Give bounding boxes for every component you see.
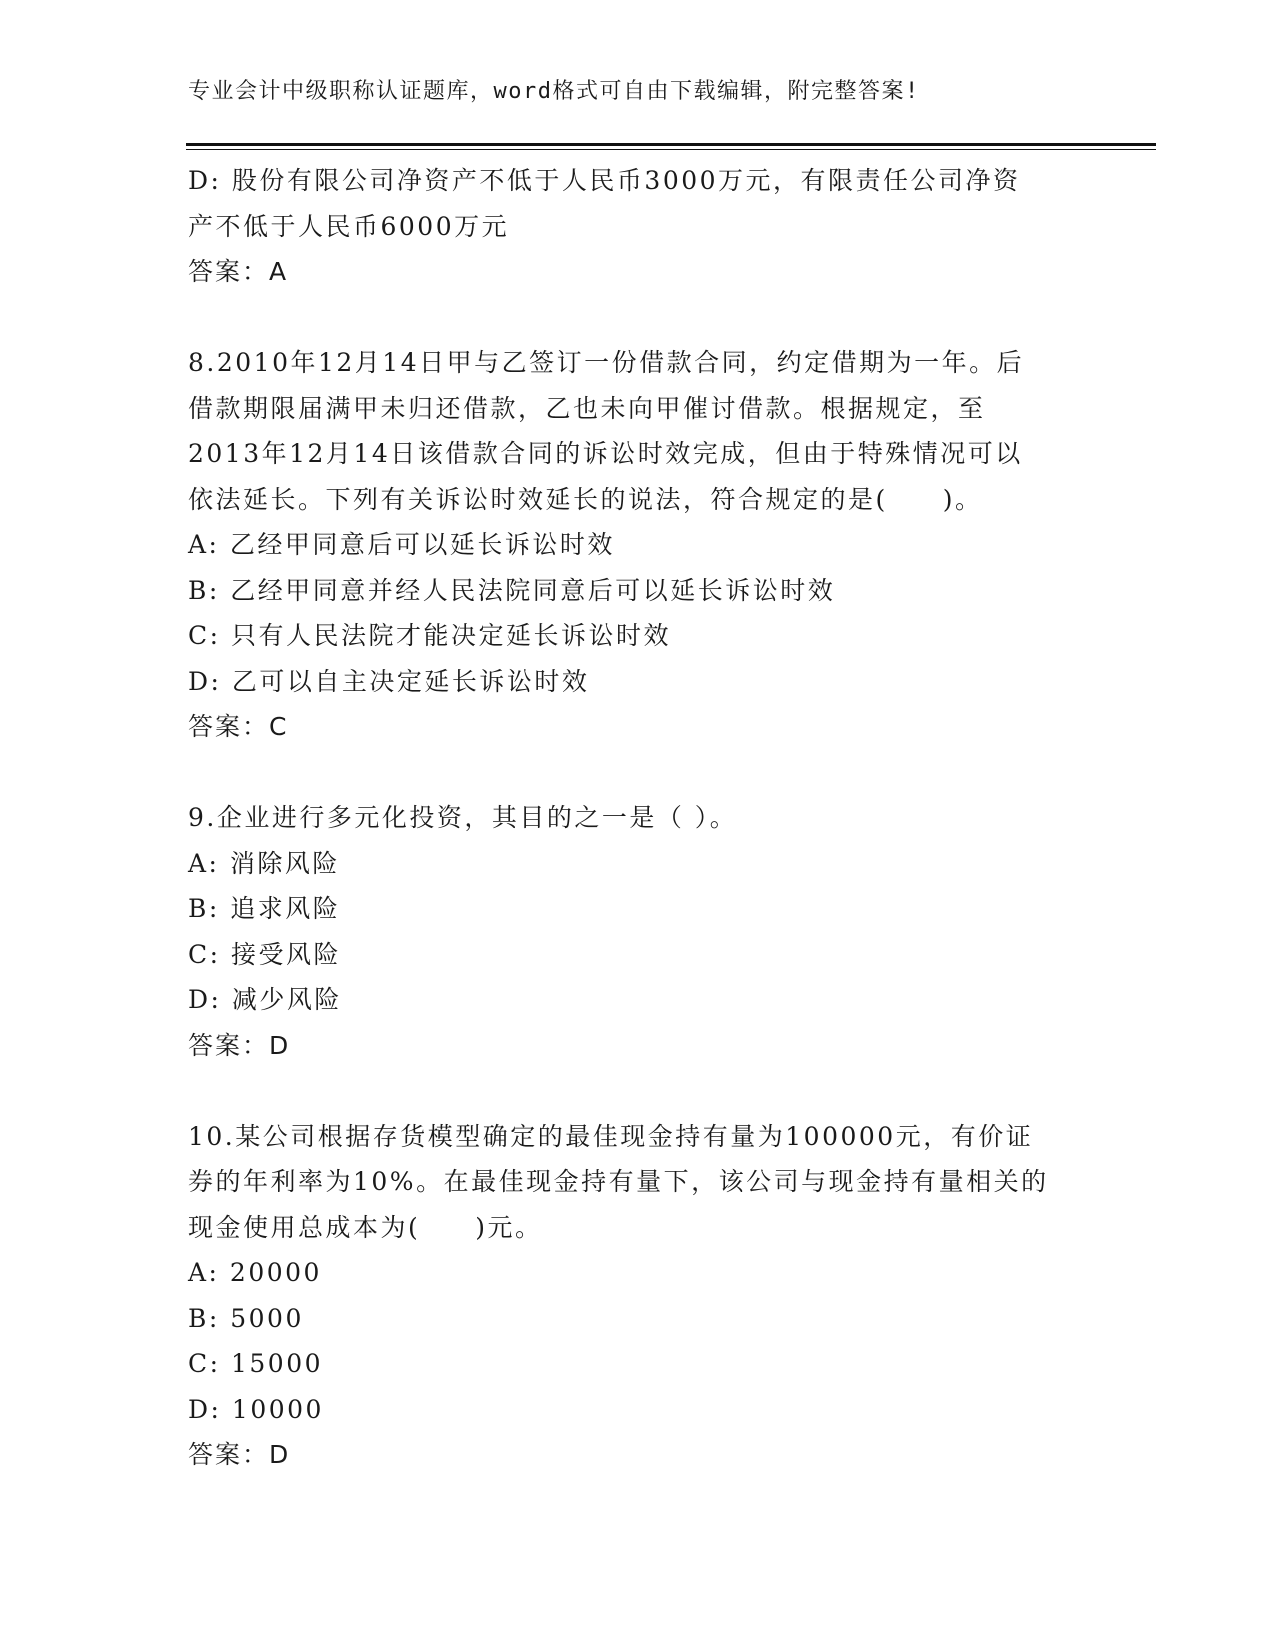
question-text-line: 依法延长。下列有关诉讼时效延长的说法，符合规定的是( )。 bbox=[188, 484, 983, 514]
option-d: D: 减少风险 bbox=[188, 985, 342, 1014]
question-10 bbox=[188, 1114, 1088, 1478]
option-a: A: 消除风险 bbox=[188, 848, 340, 878]
option-d: D: 乙可以自主决定延长诉讼时效 bbox=[188, 666, 590, 696]
header-divider-thin bbox=[186, 149, 1156, 150]
header-divider-thick bbox=[186, 143, 1156, 146]
option-c: C: 只有人民法院才能决定延长诉讼时效 bbox=[188, 621, 671, 650]
question-text-line: 现金使用总成本为( )元。 bbox=[188, 1212, 543, 1242]
answer-label: 答案：D bbox=[188, 1440, 291, 1469]
answer-label: 答案：C bbox=[188, 712, 289, 741]
document-body bbox=[188, 158, 1088, 1478]
question-7-continuation bbox=[188, 158, 1088, 295]
option-d-line-1: D: 股份有限公司净资产不低于人民币3000万元，有限责任公司净资 bbox=[188, 166, 1021, 195]
question-9 bbox=[188, 795, 1088, 1068]
option-a: A: 乙经甲同意后可以延长诉讼时效 bbox=[188, 530, 615, 559]
option-d-line-2: 产不低于人民币6000万元 bbox=[188, 211, 510, 241]
question-text-line: 券的年利率为10%。在最佳现金持有量下，该公司与现金持有量相关的 bbox=[188, 1167, 1049, 1196]
option-c: C: 接受风险 bbox=[188, 939, 341, 969]
answer-label: 答案：A bbox=[188, 257, 289, 286]
spacer bbox=[188, 750, 1088, 796]
answer-label: 答案：D bbox=[188, 1030, 291, 1060]
option-b: B: 5000 bbox=[188, 1303, 304, 1333]
option-a: A: 20000 bbox=[188, 1258, 322, 1287]
question-text-line: 10.某公司根据存货模型确定的最佳现金持有量为100000元，有价证 bbox=[188, 1121, 1034, 1151]
option-b: B: 乙经甲同意并经人民法院同意后可以延长诉讼时效 bbox=[188, 575, 836, 605]
option-c: C: 15000 bbox=[188, 1349, 324, 1378]
question-text-line: 9.企业进行多元化投资，其目的之一是（ ）。 bbox=[188, 803, 738, 832]
question-text-line: 借款期限届满甲未归还借款，乙也未向甲催讨借款。根据规定，至 bbox=[188, 393, 986, 423]
option-b: B: 追求风险 bbox=[188, 894, 341, 923]
spacer bbox=[188, 1068, 1088, 1114]
spacer bbox=[188, 295, 1088, 341]
question-8 bbox=[188, 340, 1088, 750]
page-header: 专业会计中级职称认证题库，word格式可自由下载编辑，附完整答案! bbox=[188, 79, 920, 104]
question-text-line: 2013年12月14日该借款合同的诉讼时效完成，但由于特殊情况可以 bbox=[188, 439, 1023, 468]
option-d: D: 10000 bbox=[188, 1394, 324, 1424]
question-text-line: 8.2010年12月14日甲与乙签订一份借款合同，约定借期为一年。后 bbox=[188, 348, 1025, 377]
